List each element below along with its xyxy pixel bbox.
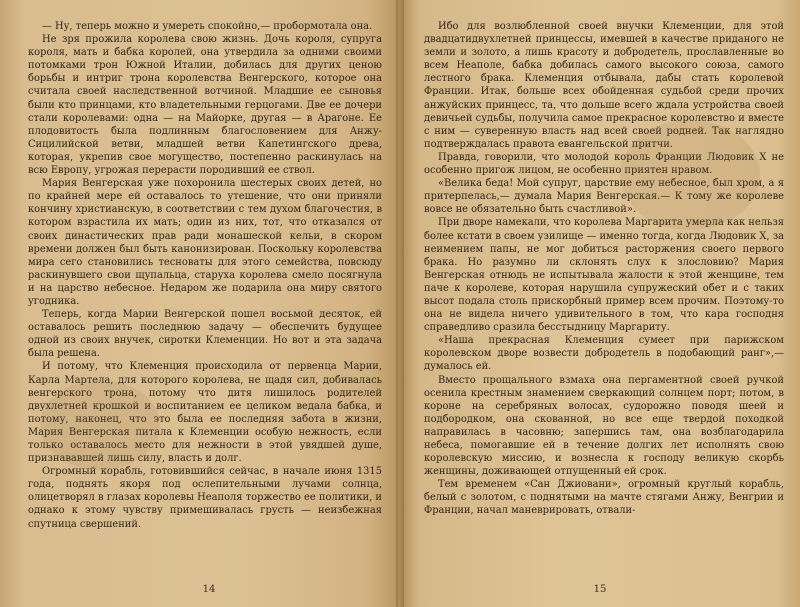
paragraph: — Ну, теперь можно и умереть спокойно,— пробормотала она. xyxy=(42,21,373,32)
book-gutter xyxy=(396,0,404,607)
paragraph: Вместо прощального взмаха она пергаментной своей ручкой осенила крестным знамением сверкающий солнцем порт; потом, в короне на серебряных волосах, судорожно поводя шеей и подбородком, она скованной, но все еще твердой походкой направилась в часовню; запершись там, она возблагодарила небеса, помогавшие ей в течение долгих лет исполнять свою королевскую миссию, и вознесла к господу великую скорбь женщины, доживающей отпущенный ей срок. xyxy=(424,374,784,478)
paragraph: Не зря прожила королева свою жизнь. Дочь короля, супруга короля, мать и бабка королей, она утвердила за одними своими потомками трон Южной Италии, добилась для других ценою борьбы и интриг трона королевства Венгерского, которое она считала своей наследственной вотчиной. Младшие ее сыновья были кто принцами, кто владетельными герцогами. Две ее дочери стали королевами: одна — на Майорке, другая — в Арагоне. Ее плодовитость была подлинным благословением для Анжу-Сицилийской ветви, младшей ветви Капетингского древа, которая, укрепив свое могущество, постепенно раскинулась на всю Европу, угрожая перерасти породивший ее ствол. xyxy=(28,34,382,177)
paragraph: Ибо для возлюбленной своей внучки Клеменции, для этой двадцатидвухлетней принцессы, имевшей в качестве приданого не земли и золото, а лишь красоту и добродетель, прославленные во всем Неаполе, бабка добилась самого высокого союза, самого лестного брака. Клеменция отбывала, дабы стать королевой Франции. Итак, больше всех обойденная судьбой среди прочих анжуйских принцесс, та, что дольше всего ждала устройства своей девичьей судьбы, получила самое прекрасное королевство и вместе с ним — суверенную власть над всей своей родней. Так наглядно подтверждалась правота евангельской притчи. xyxy=(424,21,784,150)
paragraph: При дворе намекали, что королева Маргарита умерла как нельзя более кстати в своем узилище — именно тогда, когда Людовик X, за неимением папы, не мог добиться расторжения своего первого брака. Но разумно ли склонять слух к злословию? Мария Венгерская отнюдь не испытывала жалости к этой женщине, тем паче к королеве, которая нарушила супружеский обет и с таких высот подала столь прискорбный пример всем прочим. Поэтому-то она не видела ничего удивительного в том, что кара господня справедливо сразила бесстыдницу Маргариту. xyxy=(424,217,784,334)
paragraph: Правда, говорили, что молодой король Франции Людовик X не особенно пригож лицом, не особенно приятен нравом. xyxy=(424,151,784,177)
paragraph: Огромный корабль, готовившийся сейчас, в начале июня 1315 года, поднять якоря под ослепительными лучами солнца, олицетворял в глазах королевы Неаполя торжество ее политики, и однако к этому чувству примешивалась грусть — неизбежная спутница свершений. xyxy=(28,466,382,530)
page-number-left: 14 xyxy=(202,584,216,595)
right-page xyxy=(400,0,800,607)
paragraph: Тем временем «Сан Джиовани», огромный круглый корабль, белый с золотом, с поднятыми на мачте стягами Анжу, Венгрии и Франции, начал маневрировать, отвали- xyxy=(424,479,784,517)
paragraph: «Велика беда! Мой супруг, царствие ему небесное, был хром, а я притерпелась,— думала Мария Венгерская.— К тому же королеве вовсе не обязательно быть счастливой». xyxy=(424,178,784,216)
right-page-text xyxy=(424,20,784,518)
page-number-right: 15 xyxy=(593,584,607,595)
paragraph: Мария Венгерская уже похоронила шестерых своих детей, но по крайней мере ей оставалось то утешение, что они приняли кончину христианскую, в соответствии с тем духом благочестия, в котором взрастила их мать; один из них, тот, что отказался от своих династических прав ради монашеской кельи, в скором времени должен был быть канонизирован. Поскольку королевства мира сего становились тесноваты для этого семейства, повсюду раскинувшего свои щупальца, старуха королева смело посягнула и на царство небесное. Недаром же подарила она миру святого угодника. xyxy=(28,178,382,307)
paragraph: И потому, что Клеменция происходила от первенца Марии, Карла Мартела, для которого королева, не щадя сил, добивалась венгерского трона, потому что дитя лишилось родителей двухлетней крошкой и воспитанием ее целиком ведала бабка, и потому, наконец, что это была ее последняя забота в жизни, Мария Венгерская питала к Клеменции особую нежность, если только оставалось место для нежности в этой увядшей душе, признававшей лишь силу, власть и долг. xyxy=(28,361,382,465)
paragraph: Теперь, когда Марии Венгерской пошел восьмой десяток, ей оставалось решить последнюю задачу — обеспечить будущее одной из своих внучек, сиротки Клеменции. Но вот и эта задача была решена. xyxy=(28,309,382,360)
paragraph: «Наша прекрасная Клеменция сумеет при парижском королевском дворе возвести добродетель в подобающий ранг»,— думалось ей. xyxy=(424,335,784,373)
